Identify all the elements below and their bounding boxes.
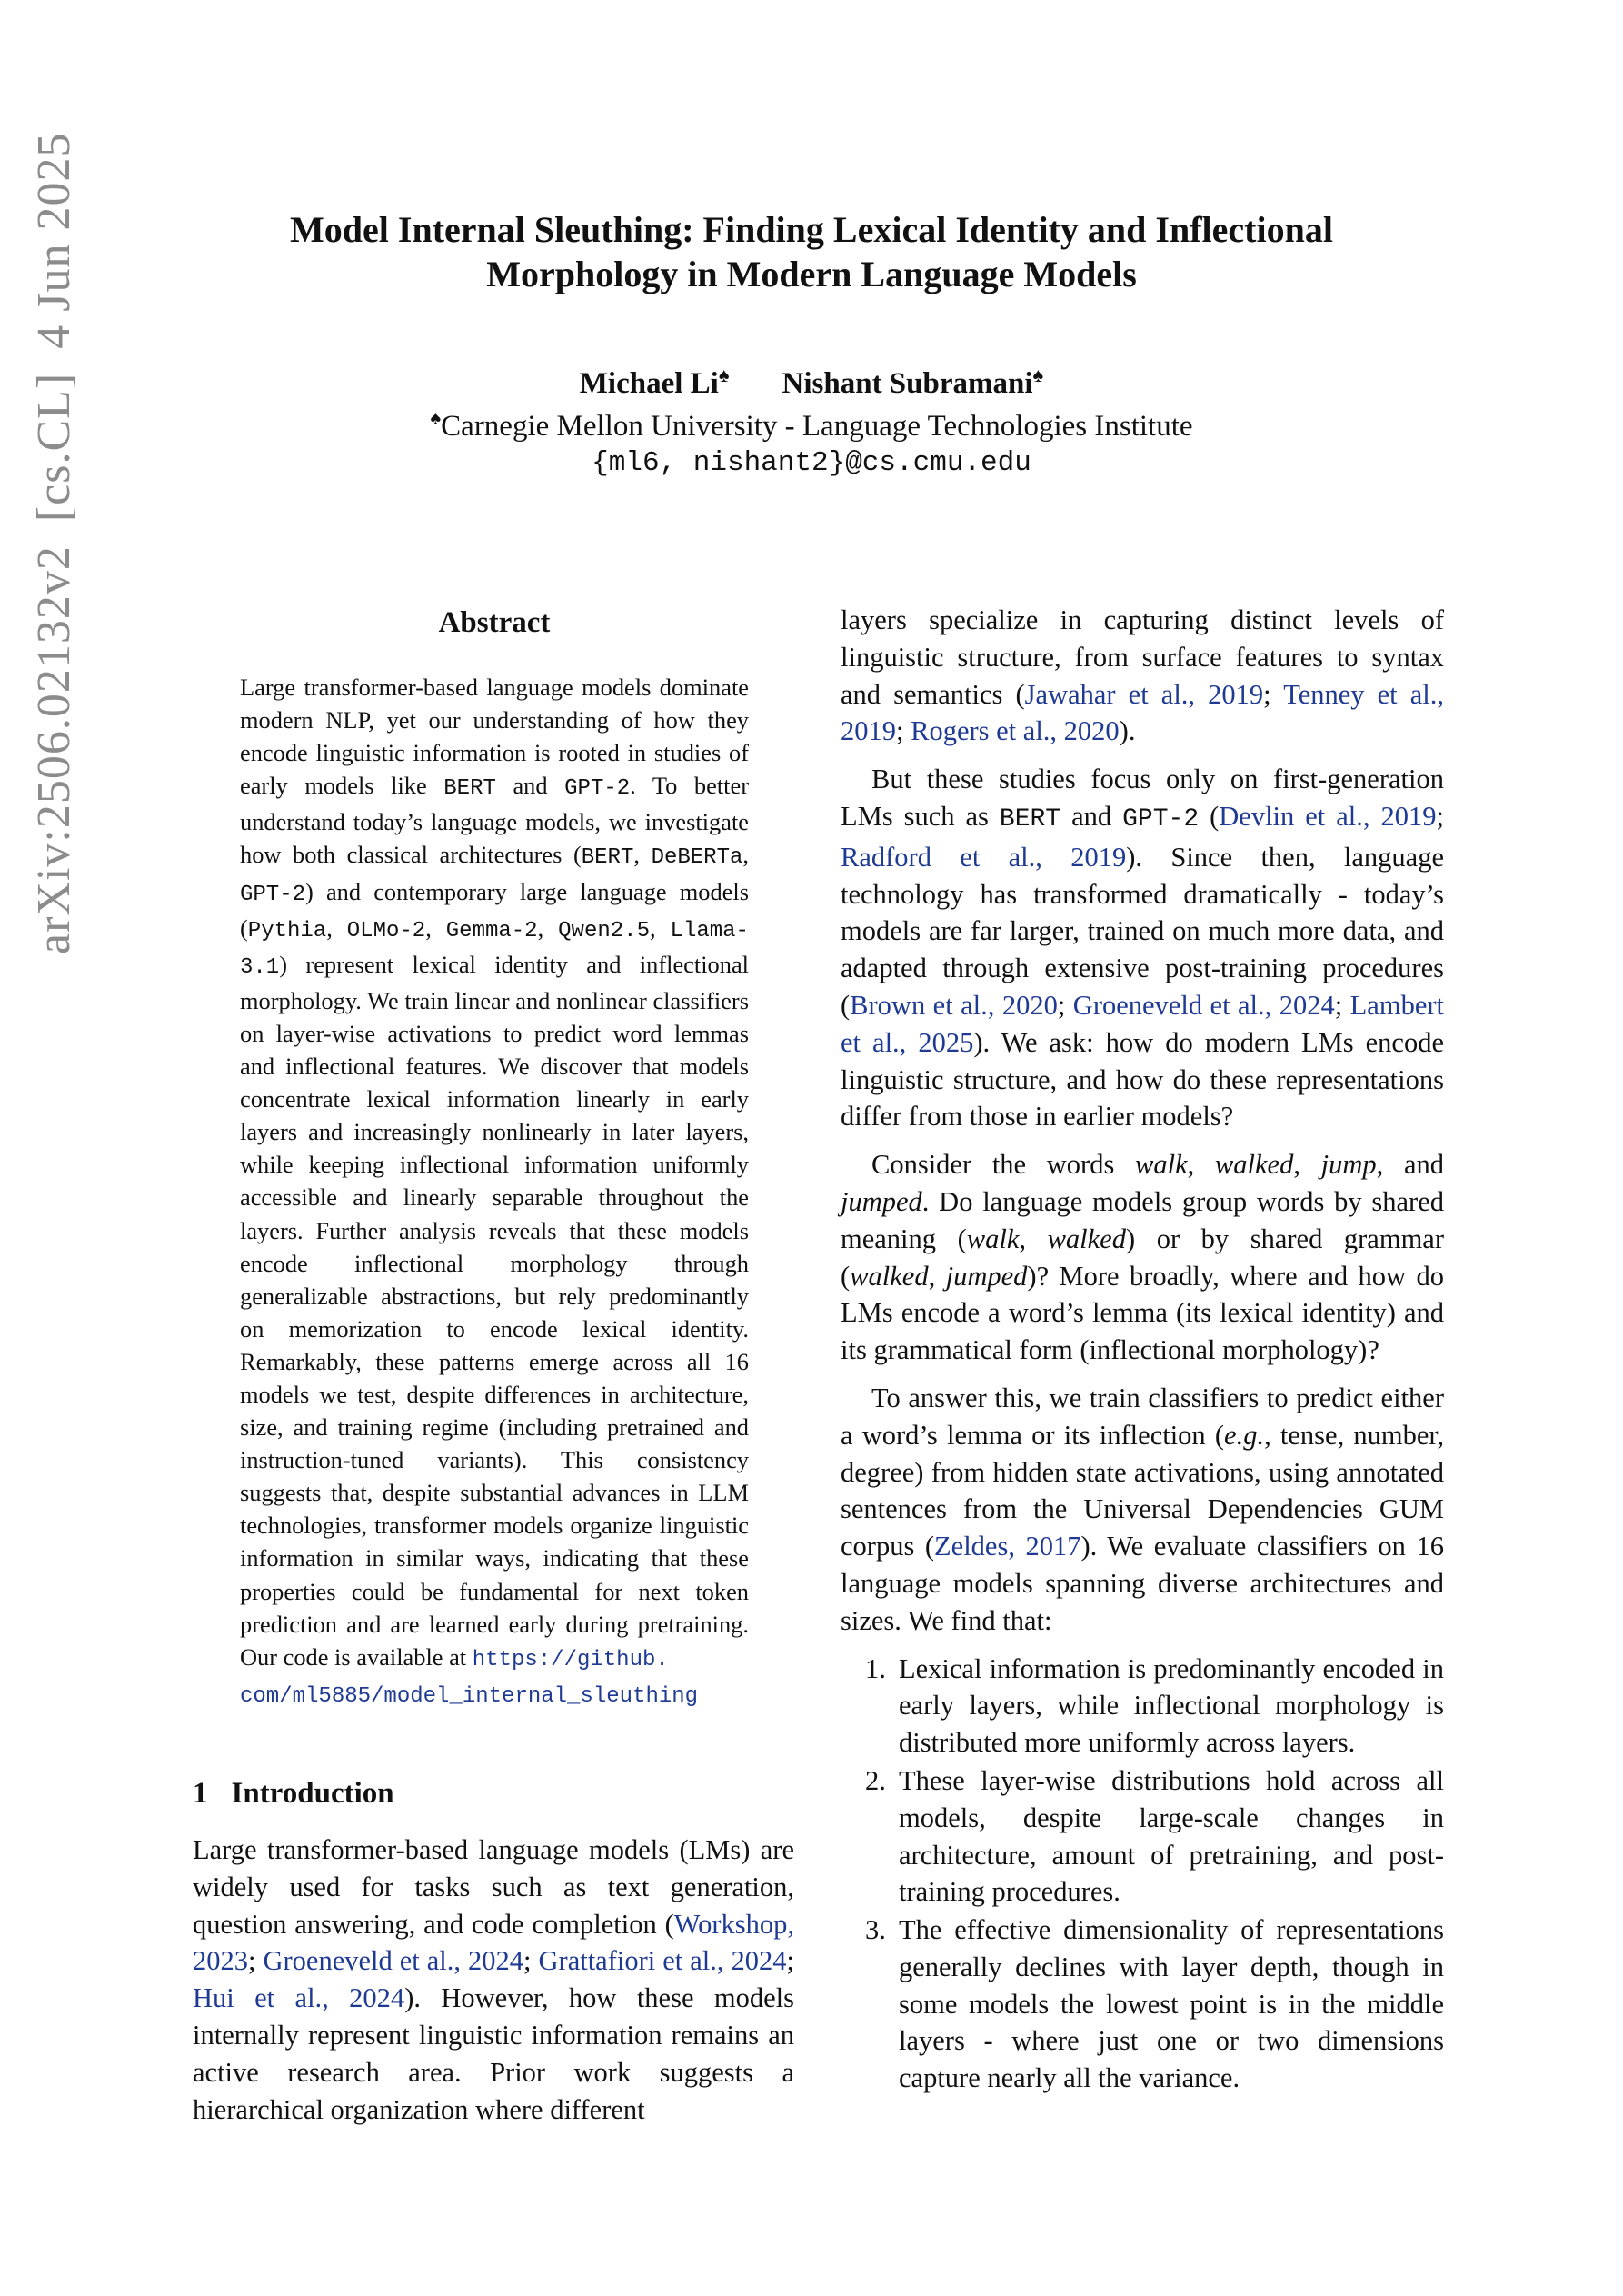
body-text: layers specialize in capturing distinct levels of linguistic structure, from surface features to syntax and semantics ( xyxy=(841,604,1444,710)
example-word: walked xyxy=(850,1260,929,1292)
author-name: Michael Li xyxy=(579,367,719,400)
abstract-text: , xyxy=(326,913,347,942)
abstract-heading: Abstract xyxy=(438,606,551,639)
example-word: walk xyxy=(966,1223,1020,1254)
body-text: ). We evaluate classifiers on 16 language models spanning diverse architectures and sizes. We find that: xyxy=(841,1531,1444,1636)
paragraph-word-example xyxy=(841,1146,1444,1369)
abbreviation: e.g. xyxy=(1224,1419,1265,1451)
model-name: Llama-3.1 xyxy=(240,918,749,980)
body-text: Consider the words xyxy=(871,1149,1135,1181)
author-name: Nishant Subramani xyxy=(782,367,1033,400)
paragraph-method xyxy=(841,1380,1444,1640)
citation-link[interactable]: Rogers et al., 2020 xyxy=(911,715,1120,747)
citation-separator: ; xyxy=(1057,989,1073,1021)
abstract-text: , xyxy=(537,913,559,942)
model-name: DeBERTa xyxy=(651,845,743,871)
citation-link[interactable]: Workshop, 2023 xyxy=(193,1908,794,1977)
list-item xyxy=(841,1762,1444,1911)
body-text: To answer this, we train classifiers to predict either a word’s lemma or its inflection ( xyxy=(841,1382,1444,1451)
model-name: BERT xyxy=(999,804,1061,834)
body-text: , and xyxy=(1376,1149,1444,1181)
paragraph-layer-specialization xyxy=(841,602,1444,750)
intro-paragraph xyxy=(193,1832,794,2128)
model-name: Qwen2.5 xyxy=(558,918,650,943)
citation-link[interactable]: Zeldes, 2017 xyxy=(934,1531,1081,1562)
abstract-text: ) and contemporary large language models ( xyxy=(240,877,749,942)
list-marker: 2. xyxy=(865,1764,886,1796)
paper-title-line-1: Model Internal Sleuthing: Finding Lexical Identity and Inflectional xyxy=(290,209,1333,250)
example-word: jumped xyxy=(945,1260,1028,1292)
example-word: jump xyxy=(1320,1149,1377,1181)
list-marker: 3. xyxy=(865,1914,886,1946)
intro-text: Large transformer-based language models (LMs) are widely used for tasks such as text generation, question answering, and code completion ( xyxy=(193,1834,794,1940)
citation-separator: ; xyxy=(896,715,911,747)
affiliation-mark: ♠ xyxy=(718,364,730,386)
section-heading-introduction xyxy=(193,1777,792,1811)
code-url-part: https://github. xyxy=(472,1647,669,1672)
model-name: BERT xyxy=(581,845,634,871)
affiliation-mark: ♠ xyxy=(430,406,442,429)
body-text: and xyxy=(1060,800,1123,832)
model-name: GPT-2 xyxy=(240,882,306,907)
right-column xyxy=(841,602,1444,2098)
abstract-text: Large transformer-based language models dominate modern NLP, yet our understanding of how they encode linguistic information is rooted in studies of early models like xyxy=(240,674,749,800)
citation-link[interactable]: Tenney et al., 2019 xyxy=(841,678,1445,747)
author-emails: {ml6, nishant2}@cs.cmu.edu xyxy=(592,447,1031,479)
example-word: walked xyxy=(1214,1149,1294,1181)
arxiv-identifier-stamp xyxy=(27,109,81,955)
arxiv-date: 4 Jun 2025 xyxy=(28,132,80,349)
paragraph-first-generation xyxy=(841,761,1444,1135)
author-list xyxy=(145,364,1478,401)
citation-link[interactable]: Radford et al., 2019 xyxy=(841,841,1127,873)
citation-separator: ; xyxy=(786,1945,794,1977)
list-item xyxy=(841,1912,1444,2097)
body-text: )? More broadly, where and how do LMs encode a word’s lemma (its lexical identity) and its grammatical form (inflectional morphology)? xyxy=(841,1260,1444,1366)
findings-list xyxy=(841,1651,1444,2098)
citation-separator: ; xyxy=(1436,800,1444,832)
author-affiliation xyxy=(145,406,1478,444)
model-name: BERT xyxy=(443,776,496,802)
intro-text: ). However, how these models internally represent linguistic information remains an active research area. Prior work suggests a hierarchical organization where different xyxy=(193,1982,794,2125)
list-item xyxy=(841,1651,1444,1762)
model-name: OLMo-2 xyxy=(346,918,426,943)
arxiv-id: arXiv:2506.02132v2 xyxy=(28,545,80,954)
citation-link[interactable]: Groeneveld et al., 2024 xyxy=(1072,989,1335,1021)
abstract-body xyxy=(240,671,749,1713)
citation-separator: ; xyxy=(1263,678,1284,710)
citation-separator: ; xyxy=(523,1945,539,1977)
abstract-text: , xyxy=(649,913,671,942)
body-text: ). Since then, language technology has transformed dramatically - today’s models are far larger, trained on much more data, and adapted through extensive post-training procedures ( xyxy=(841,841,1445,1021)
paper-title xyxy=(145,207,1478,296)
example-word: walked xyxy=(1047,1223,1126,1254)
model-name: Gemma-2 xyxy=(445,918,538,943)
body-text: ). We ask: how do modern LMs encode linguistic structure, and how do these representations differ from those in earlier models? xyxy=(841,1026,1444,1133)
abstract-text: and xyxy=(495,772,565,800)
paper-title-line-2: Morphology in Modern Language Models xyxy=(486,254,1137,294)
citation-link[interactable]: Hui et al., 2024 xyxy=(193,1982,405,2014)
body-text: . Do language models group words by shared meaning ( xyxy=(841,1185,1444,1254)
model-name: GPT-2 xyxy=(1122,804,1200,834)
model-name: Pythia xyxy=(247,918,327,943)
abstract-text: , xyxy=(742,841,749,869)
citation-link[interactable]: Jawahar et al., 2019 xyxy=(1024,678,1264,710)
citation-separator: ; xyxy=(1334,989,1350,1021)
list-marker: 1. xyxy=(865,1652,886,1684)
abstract-text: , xyxy=(425,913,446,942)
body-text: But these studies focus only on first-generation LMs such as xyxy=(841,764,1444,832)
code-url-part: com/ml5885/model_internal_sleuthing xyxy=(240,1683,699,1709)
citation-link[interactable]: Groeneveld et al., 2024 xyxy=(263,1945,524,1977)
model-name: GPT-2 xyxy=(564,776,631,802)
body-text: , xyxy=(1293,1149,1321,1181)
section-title: Introduction xyxy=(231,1777,394,1810)
example-word: jumped xyxy=(841,1185,922,1217)
body-text: ( xyxy=(1199,800,1220,832)
citation-link[interactable]: Grattafiori et al., 2024 xyxy=(538,1945,787,1977)
example-word: walk xyxy=(1135,1149,1188,1181)
body-text: , xyxy=(1019,1223,1048,1254)
abstract-text: ) represent lexical identity and inflectional morphology. We train linear and nonlinear classifiers on layer-wise activations to predict word lemmas and inflectional features. We discover that models concentrate lexical information linearly in early layers and increasingly nonlinearly in later layers, while keeping inflectional information uniformly accessible and linearly separable throughout the layers. Further analysis reveals that these models encode inflectional morphology through generalizable abstractions, but rely predominantly on memorization to encode lexical identity. Remarkably, these patterns emerge across all 16 models we test, despite differences in architecture, size, and training regime (including pretrained and instruction-tuned variants). This consistency suggests that, despite substantial advances in LLM technologies, transformer models organize linguistic information in similar ways, indicating that these properties could be fundamental for next token prediction and are learned early during pretraining. Our code is available at xyxy=(240,950,749,1671)
citation-link[interactable]: Devlin et al., 2019 xyxy=(1219,800,1437,832)
affiliation-mark: ♠ xyxy=(1032,364,1044,386)
citation-separator: ; xyxy=(248,1945,264,1977)
body-text: ) or by shared grammar ( xyxy=(841,1223,1444,1292)
body-text: ). xyxy=(1119,715,1136,747)
finding-text: These layer-wise distributions hold across all models, despite large-scale changes in architecture, amount of pretraining, and post-training procedures. xyxy=(899,1764,1444,1908)
section-number: 1 xyxy=(193,1777,208,1810)
arxiv-category: [cs.CL] xyxy=(28,372,80,523)
abstract-text: . To better understand today’s language models, we investigate how both classical architectures ( xyxy=(240,772,749,869)
abstract-text: , xyxy=(633,841,652,869)
finding-text: Lexical information is predominantly encoded in early layers, while inflectional morphology is distributed more uniformly across layers. xyxy=(899,1652,1444,1759)
citation-link[interactable]: Lambert et al., 2025 xyxy=(841,989,1444,1058)
body-text: , xyxy=(1187,1149,1215,1181)
body-text: , tense, number, degree) from hidden state activations, using annotated sentences from the Universal Dependencies GUM corpus ( xyxy=(841,1419,1444,1562)
affiliation-text: Carnegie Mellon University - Language Technologies Institute xyxy=(441,410,1193,443)
finding-text: The effective dimensionality of representations generally declines with layer depth, though in some models the lowest point is in the middle layers - where just one or two dimensions capture nearly all the variance. xyxy=(899,1914,1444,2094)
citation-link[interactable]: Brown et al., 2020 xyxy=(850,989,1058,1021)
body-text: , xyxy=(928,1260,946,1292)
